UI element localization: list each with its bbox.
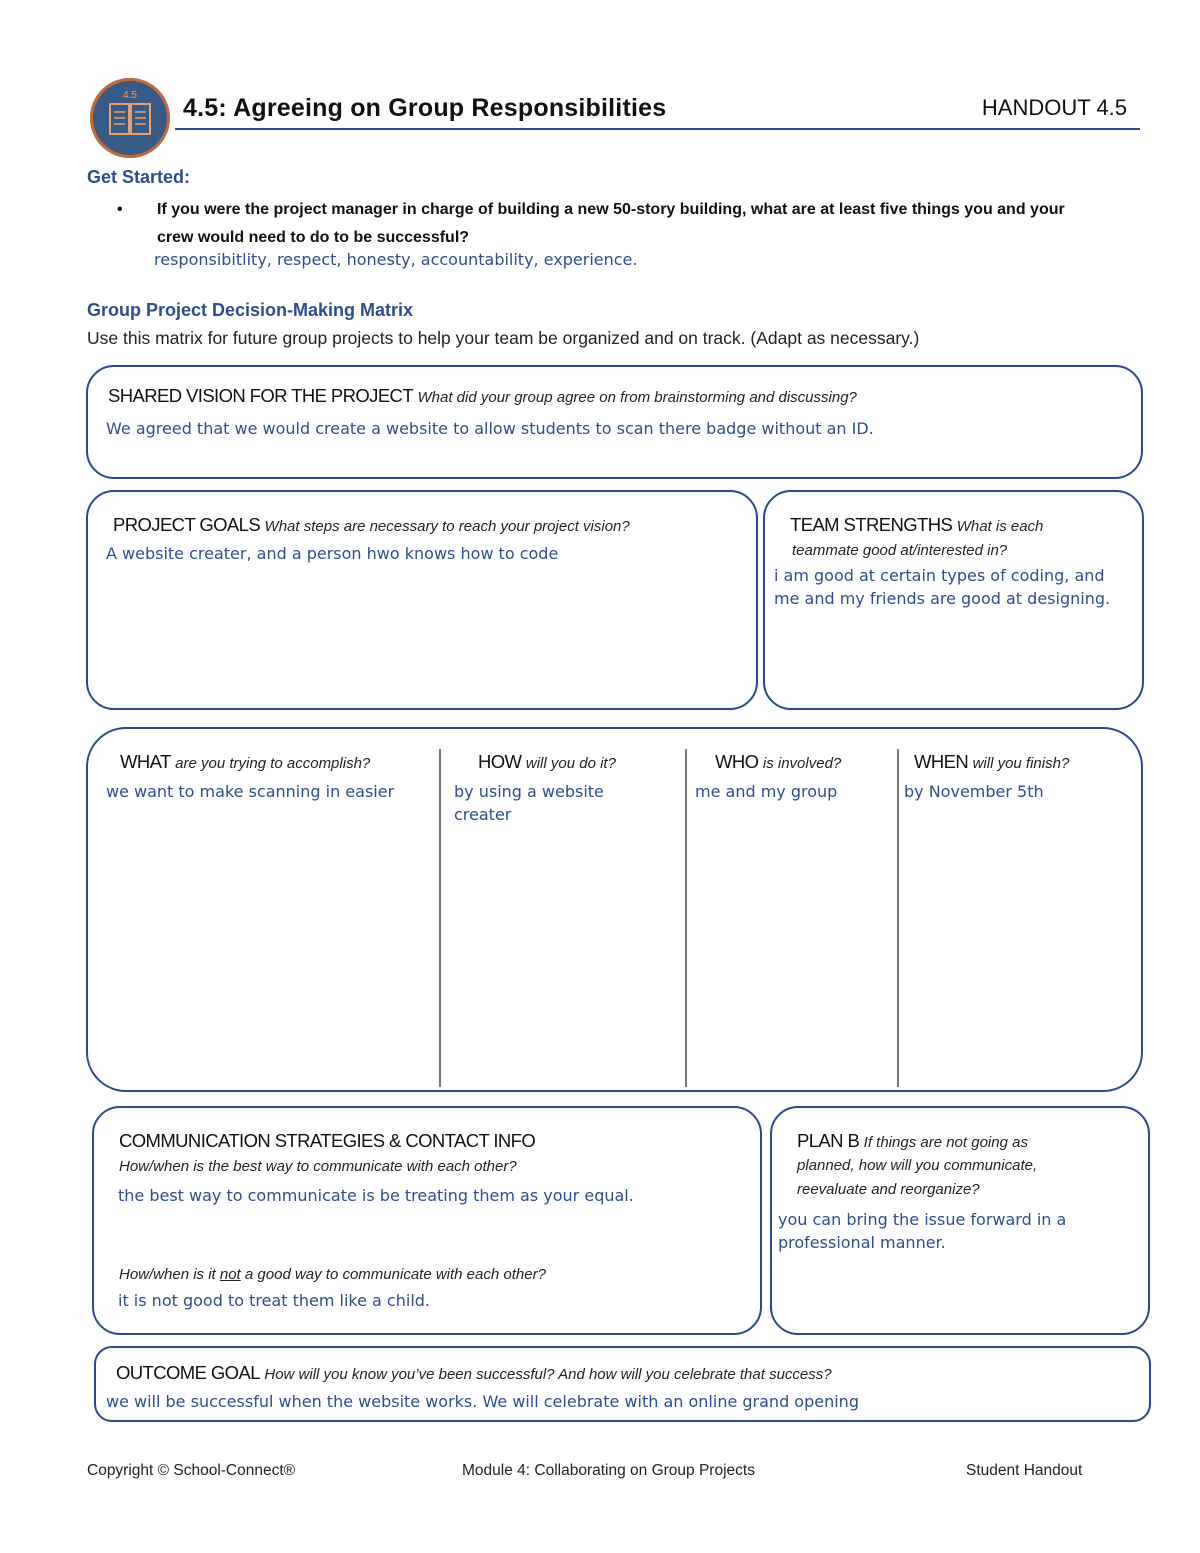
what-label: WHAT xyxy=(120,751,171,772)
project-goals-hint: What steps are necessary to reach your project vision? xyxy=(264,518,630,535)
what-answer: we want to make scanning in easier xyxy=(106,782,395,801)
when-answer: by November 5th xyxy=(904,782,1044,801)
matrix-heading: Group Project Decision-Making Matrix xyxy=(87,300,414,320)
page-title: 4.5: Agreeing on Group Responsibilities xyxy=(183,94,667,122)
outcome-goal-box xyxy=(94,1346,1151,1422)
plan-b-label: PLAN B xyxy=(797,1130,860,1151)
footer-copyright: Copyright © School-Connect® xyxy=(87,1462,296,1479)
column-divider xyxy=(897,749,899,1087)
outcome-goal-heading xyxy=(116,1362,832,1384)
communication-label: COMMUNICATION STRATEGIES & CONTACT INFO xyxy=(119,1130,536,1151)
hint-not-pre: How/when is it xyxy=(119,1266,220,1283)
team-strengths-heading xyxy=(790,514,1043,536)
when-hint: will you finish? xyxy=(972,755,1070,772)
when-heading xyxy=(914,751,1069,773)
module-logo xyxy=(90,78,170,158)
who-label: WHO xyxy=(715,751,759,772)
who-heading xyxy=(715,751,841,773)
how-hint: will you do it? xyxy=(525,755,616,772)
how-heading xyxy=(478,751,616,773)
book-icon xyxy=(90,78,170,158)
shared-vision-box xyxy=(86,365,1143,479)
plan-b-box xyxy=(770,1106,1150,1335)
footer-module: Module 4: Collaborating on Group Projects xyxy=(462,1462,755,1479)
footer-type: Student Handout xyxy=(966,1462,1083,1479)
team-strengths-answer-1: i am good at certain types of coding, and xyxy=(774,566,1105,585)
logo-badge: 4.5 xyxy=(123,90,137,101)
plan-b-heading xyxy=(797,1130,1028,1152)
what-hint: are you trying to accomplish? xyxy=(175,755,371,772)
plan-b-hint-2: planned, how will you communicate, xyxy=(797,1157,1038,1174)
plan-b-answer-1: you can bring the issue forward in a xyxy=(778,1210,1067,1229)
bullet-marker: • xyxy=(117,201,123,218)
matrix-intro: Use this matrix for future group projects to help your team be organized and on track. (Adapt as necessary.) xyxy=(87,328,920,348)
team-strengths-answer-2: me and my friends are good at designing. xyxy=(774,589,1111,608)
outcome-goal-label: OUTCOME GOAL xyxy=(116,1362,260,1383)
team-strengths-hint-1: What is each xyxy=(956,518,1044,535)
who-answer: me and my group xyxy=(695,782,838,801)
communication-hint-not xyxy=(119,1266,546,1283)
how-answer-1: by using a website xyxy=(454,782,604,801)
column-divider xyxy=(685,749,687,1087)
column-divider xyxy=(439,749,441,1087)
plan-b-hint-1: If things are not going as xyxy=(863,1134,1028,1151)
project-goals-label: PROJECT GOALS xyxy=(113,514,261,535)
hint-not-emphasis: not xyxy=(219,1266,241,1283)
header-rule xyxy=(175,128,1140,130)
what-heading xyxy=(120,751,370,773)
who-hint: is involved? xyxy=(762,755,842,772)
get-started-answer: responsibitlity, respect, honesty, accountability, experience. xyxy=(154,250,638,269)
when-label: WHEN xyxy=(914,751,969,772)
how-label: HOW xyxy=(478,751,522,772)
shared-vision-answer: We agreed that we would create a website to allow students to scan there badge without an ID. xyxy=(106,419,874,438)
plan-table-box xyxy=(86,727,1143,1092)
shared-vision-heading xyxy=(108,385,857,407)
plan-b-hint-3: reevaluate and reorganize? xyxy=(797,1181,980,1198)
communication-box xyxy=(92,1106,762,1335)
handout-label: HANDOUT 4.5 xyxy=(981,95,1127,120)
communication-answer-best: the best way to communicate is be treating them as your equal. xyxy=(118,1186,634,1205)
team-strengths-box xyxy=(763,490,1144,710)
hint-not-post: a good way to communicate with each other? xyxy=(240,1266,546,1283)
project-goals-heading xyxy=(113,514,630,536)
project-goals-answer: A website creater, and a person hwo knows how to code xyxy=(106,544,559,563)
outcome-goal-hint: How will you know you’ve been successful? And how will you celebrate that success? xyxy=(264,1366,832,1383)
get-started-heading: Get Started: xyxy=(87,167,191,187)
team-strengths-label: TEAM STRENGTHS xyxy=(790,514,953,535)
team-strengths-hint-2: teammate good at/interested in? xyxy=(792,542,1008,559)
outcome-goal-answer: we will be successful when the website works. We will celebrate with an online grand opening xyxy=(106,1392,859,1411)
plan-b-answer-2: professional manner. xyxy=(778,1233,946,1252)
shared-vision-hint: What did your group agree on from brainstorming and discussing? xyxy=(417,389,857,406)
project-goals-box xyxy=(86,490,758,710)
question-text: If you were the project manager in charge of building a new 50-story building, what are at least five things you and your crew would need to do to be successful? xyxy=(157,201,1065,246)
how-answer-2: creater xyxy=(454,805,512,824)
communication-answer-not: it is not good to treat them like a child. xyxy=(118,1291,430,1310)
shared-vision-label: SHARED VISION FOR THE PROJECT xyxy=(108,385,414,406)
communication-hint-best: How/when is the best way to communicate with each other? xyxy=(119,1158,517,1175)
